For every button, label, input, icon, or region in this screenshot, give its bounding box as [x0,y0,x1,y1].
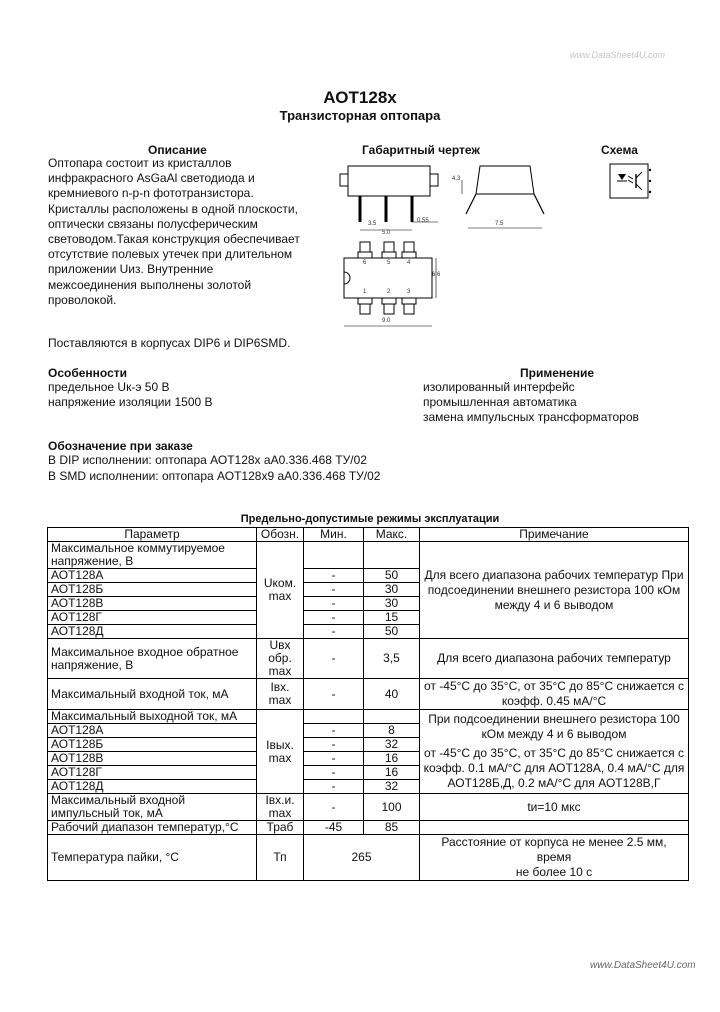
package-side-view [338,158,461,238]
schematic-diagram [606,160,654,202]
symbol-line: Iвх.и. [265,793,295,807]
min-cell [304,710,364,724]
param-cell [48,639,257,679]
packages-text: Поставляются в корпусах DIP6 и DIP6SMD. [48,336,291,350]
note-line: подсоединении внешнего резистора 100 кОм [427,582,681,597]
pin-label: 4 [407,260,411,266]
application-item: промышленная автоматика [423,395,577,409]
min-cell: - [304,724,364,738]
description-line: кремниевого n-p-n фототранзистора. [48,186,254,201]
param-line: Максимальный входной [51,793,186,807]
symbol-line: Iвых. [266,737,294,752]
table-row [48,821,689,835]
model-cell: АОТ128Б [48,738,257,752]
max-cell: 16 [364,752,420,766]
col-header: Параметр [48,528,257,542]
symbol-line: max [268,589,292,603]
symbol-cell [257,679,304,710]
description-line: световодом.Такая конструкция обеспечивает [48,232,300,247]
param-cell: Рабочий диапазон температур,°С [48,821,257,835]
description-line: проволокой. [48,292,117,307]
note-cell [420,821,689,835]
symbol-line: Iвх. [270,680,290,694]
param-cell: Максимальный выходной ток, мА [48,710,257,724]
pin-label: 1 [363,289,367,295]
max-cell: 100 [364,794,420,821]
symbol-line: обр. [268,651,292,665]
note-line: не более 10 с [515,865,593,879]
max-cell [364,710,420,724]
param-line: Максимальное входное обратное [51,644,239,659]
param-line: импульсный ток, мА [51,806,163,820]
features-heading: Особенности [48,366,128,380]
symbol-line: max [268,693,292,707]
model-cell: АОТ128В [48,752,257,766]
note-line: кОм между 4 и 6 выводом [481,727,627,741]
symbol-line: max [268,664,292,678]
max-cell: 32 [364,780,420,794]
note-line: коэфф. 0.1 мА/°С для АОТ128А, 0.4 мА/°С для [423,761,685,775]
description-line: отсутствие полевых утечек при длительном [48,247,293,262]
application-item: замена импульсных трансформаторов [423,410,639,424]
param-line: Максимальное коммутируемое [51,541,225,555]
scheme-heading: Схема [601,143,638,157]
col-header: Обозн. [257,528,304,542]
feature-item: напряжение изоляции 1500 В [48,395,213,409]
pin-label: 3 [407,289,411,295]
drawing-heading: Габаритный чертеж [362,143,480,157]
description-line: Кристаллы расположены в одной плоскости, [48,201,298,216]
min-cell: - [304,752,364,766]
note-cell: tи=10 мкс [420,794,689,821]
pin-label: 5 [387,260,391,266]
watermark-top: www.DataSheet4U.com [570,50,666,60]
dim-label: 6.6 [432,272,441,278]
note-cell [420,679,689,710]
symbol-cell: Тп [257,835,304,881]
max-cell: 15 [364,611,420,625]
symbol-line: Uком. [263,576,297,590]
application-item: изолированный интерфейс [423,380,575,394]
max-cell: 3,5 [364,639,420,679]
dim-label: 9.0 [382,318,391,324]
min-cell: -45 [304,821,364,835]
min-cell: - [304,583,364,597]
max-cell [364,542,420,569]
order-item: В DIP исполнении: оптопара АОТ128х аА0.336.468 ТУ/02 [48,453,367,467]
note-line: коэфф. 0.45 мА/°С [501,694,607,708]
col-header: Мин. [304,528,364,542]
table-row [48,794,689,821]
note-cell: Для всего диапазона рабочих температур [420,639,689,679]
model-cell: АОТ128А [48,569,257,583]
symbol-line: max [268,806,292,820]
symbol-cell [257,639,304,679]
max-cell: 30 [364,583,420,597]
pin-label: 2 [387,289,391,295]
dim-label: 7.5 [495,221,504,227]
symbol-cell [257,542,304,639]
param-cell: Максимальный входной ток, мА [48,679,257,710]
feature-item: предельное Uк-э 50 В [48,380,170,394]
watermark-bottom: www.DataSheet4U.com [590,960,696,971]
max-cell: 40 [364,679,420,710]
description-line: межсоединения выполнены золотой [48,277,252,292]
page-title: АОТ128х [323,88,397,107]
param-cell [48,794,257,821]
min-cell: - [304,597,364,611]
min-cell: - [304,639,364,679]
min-cell: - [304,766,364,780]
note-cell [420,542,689,639]
model-cell: АОТ128Д [48,780,257,794]
min-cell: - [304,679,364,710]
max-cell: 32 [364,738,420,752]
param-line: напряжение, В [51,554,134,568]
symbol-line: Uвх [269,638,291,652]
table-caption: Предельно-допустимые режимы эксплуатации [240,513,500,525]
max-cell: 16 [364,766,420,780]
max-cell: 8 [364,724,420,738]
dim-label: 0.55 [417,218,429,224]
note-line: При подсоединении внешнего резистора 100 [428,712,680,726]
model-cell: АОТ128Г [48,611,257,625]
col-header: Примечание [420,528,689,542]
max-cell: 50 [364,625,420,639]
table-header-row [48,528,689,542]
model-cell: АОТ128Г [48,766,257,780]
note-line: от -45°С до 35°С, от 35°С до 85°С снижается с [424,679,684,693]
application-heading: Применение [520,366,595,380]
max-cell: 30 [364,597,420,611]
limits-table [47,527,689,881]
min-cell: - [304,569,364,583]
note-line: Расстояние от корпуса не менее 2.5 мм, время [441,835,667,864]
note-line: АОТ128Б,Д, 0.2 мА/°С для АОТ128В,Г [447,776,661,790]
min-cell [304,542,364,569]
page-subtitle: Транзисторная оптопара [279,108,441,123]
pin-label: 6 [363,260,367,266]
table-row [48,710,689,724]
symbol-line: max [268,750,292,765]
description-line: инфракрасного AsGaAl светодиода и [48,171,255,186]
param-cell: Температура пайки, °С [48,835,257,881]
min-cell: - [304,625,364,639]
note-cell [420,835,689,881]
param-cell [48,542,257,569]
table-row [48,542,689,569]
col-header: Макс. [364,528,420,542]
note-line: Для всего диапазона рабочих температур При [424,567,684,582]
model-cell: АОТ128Б [48,583,257,597]
param-line: напряжение, В [51,657,134,672]
dim-label: 5.0 [382,230,391,236]
value-cell: 265 [304,835,420,881]
note-line: между 4 и 6 выводом [494,597,614,612]
description-line: приложении Uиз. Внутренние [48,262,214,277]
model-cell: АОТ128В [48,597,257,611]
table-row [48,835,689,881]
note-cell [420,710,689,794]
description-heading: Описание [148,143,207,157]
symbol-cell: Траб [257,821,304,835]
model-cell: АОТ128Д [48,625,257,639]
note-line: от -45°С до 35°С, от 35°С до 85°С снижается с [424,746,684,760]
package-top-view [338,238,448,330]
description-text [48,156,318,308]
dim-label: 3.5 [368,221,377,227]
min-cell: - [304,794,364,821]
description-line: оптически связаны полусферическим [48,216,258,231]
table-row [48,679,689,710]
min-cell: - [304,780,364,794]
symbol-cell [257,794,304,821]
table-row [48,639,689,679]
model-cell: АОТ128А [48,724,257,738]
max-cell: 50 [364,569,420,583]
order-item: В SMD исполнении: оптопара АОТ128х9 аА0.336.468 ТУ/02 [48,469,381,483]
min-cell: - [304,611,364,625]
order-heading: Обозначение при заказе [48,439,193,453]
description-line: Оптопара состоит из кристаллов [48,156,232,170]
dim-label: 4.3 [452,176,461,182]
max-cell: 85 [364,821,420,835]
min-cell: - [304,738,364,752]
symbol-cell [257,710,304,794]
